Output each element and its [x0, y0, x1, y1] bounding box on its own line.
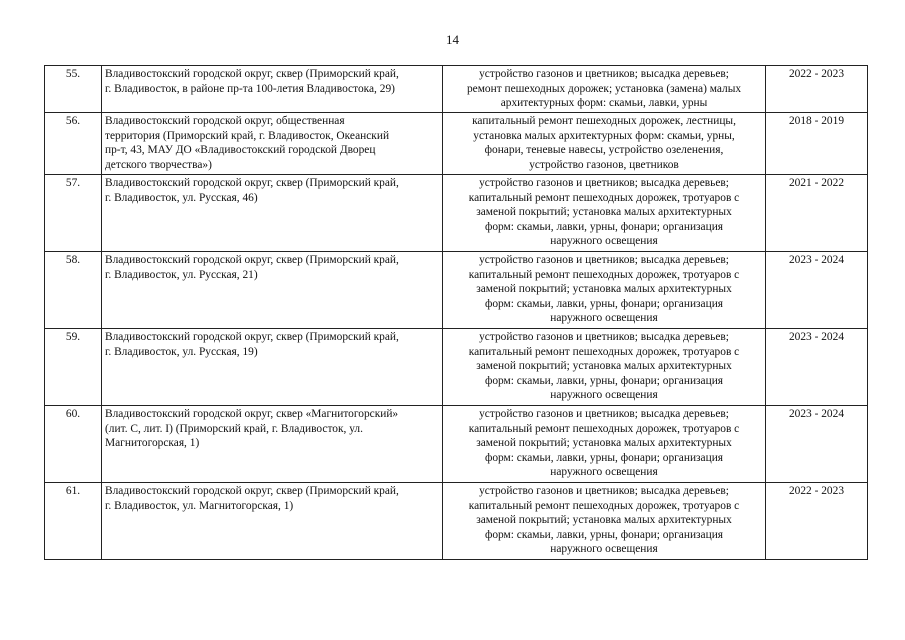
- works-line: форм: скамьи, лавки, урны, фонари; организация: [484, 297, 724, 310]
- works-line: капитальный ремонт пешеходных дорожек, тротуаров с: [468, 345, 740, 358]
- works-line: устройство газонов и цветников; высадка деревьев;: [479, 408, 729, 420]
- registry-table: [44, 65, 868, 560]
- period-cell: 2023 - 2024: [766, 329, 868, 406]
- table-row: [45, 66, 868, 113]
- works-line: наружного освещения: [550, 466, 658, 478]
- period-cell: 2022 - 2023: [766, 483, 868, 560]
- object-line: Владивостокский городской округ, сквер (Приморский край,: [105, 254, 399, 266]
- object-cell: [102, 329, 443, 406]
- works-line: капитальный ремонт пешеходных дорожек, тротуаров с: [468, 268, 740, 281]
- object-line: г. Владивосток, ул. Магнитогорская, 1): [105, 499, 294, 512]
- works-line: наружного освещения: [550, 389, 658, 401]
- works-cell: [443, 329, 766, 406]
- object-line: детского творчества»): [105, 158, 212, 171]
- object-line: Владивостокский городской округ, сквер (Приморский край,: [105, 68, 399, 80]
- works-line: капитальный ремонт пешеходных дорожек, лестницы,: [472, 115, 736, 127]
- works-cell: [443, 113, 766, 175]
- row-number: 58.: [45, 252, 102, 329]
- works-line: устройство газонов и цветников; высадка деревьев;: [479, 68, 729, 80]
- object-line: Владивостокский городской округ, сквер «Магнитогорский»: [105, 408, 399, 420]
- works-line: заменой покрытий; установка малых архитектурных: [476, 206, 732, 218]
- object-line: г. Владивосток, ул. Русская, 19): [105, 345, 258, 358]
- object-line: территория (Приморский край, г. Владивосток, Океанский: [105, 129, 390, 142]
- period-cell: 2022 - 2023: [766, 66, 868, 113]
- row-number: 61.: [45, 483, 102, 560]
- works-line: наружного освещения: [550, 235, 658, 247]
- object-cell: [102, 175, 443, 252]
- table-row: [45, 329, 868, 406]
- object-line: г. Владивосток, ул. Русская, 46): [105, 191, 258, 204]
- works-line: капитальный ремонт пешеходных дорожек, тротуаров с: [468, 191, 740, 204]
- object-line: пр-т, 43, МАУ ДО «Владивостокский городской Дворец: [105, 144, 376, 156]
- works-line: заменой покрытий; установка малых архитектурных: [476, 283, 732, 295]
- table-row: [45, 406, 868, 483]
- object-line: Владивостокский городской округ, сквер (Приморский край,: [105, 485, 399, 497]
- object-line: Владивостокский городской округ, общественная: [105, 115, 345, 127]
- works-line: устройство газонов и цветников; высадка деревьев;: [479, 485, 729, 497]
- object-cell: [102, 483, 443, 560]
- row-number: 56.: [45, 113, 102, 175]
- works-cell: [443, 175, 766, 252]
- works-line: капитальный ремонт пешеходных дорожек, тротуаров с: [468, 422, 740, 435]
- works-line: устройство газонов и цветников; высадка деревьев;: [479, 177, 729, 189]
- works-line: устройство газонов и цветников; высадка деревьев;: [479, 331, 729, 343]
- table-row: [45, 113, 868, 175]
- object-cell: [102, 406, 443, 483]
- page-number: 14: [446, 32, 459, 47]
- object-line: Владивостокский городской округ, сквер (Приморский край,: [105, 331, 399, 343]
- row-number: 59.: [45, 329, 102, 406]
- works-line: ремонт пешеходных дорожек; установка (замена) малых: [466, 82, 742, 95]
- works-line: установка малых архитектурных форм: скамьи, урны,: [473, 129, 735, 142]
- works-cell: [443, 66, 766, 113]
- object-cell: [102, 252, 443, 329]
- works-line: наружного освещения: [550, 543, 658, 555]
- object-cell: [102, 113, 443, 175]
- object-line: Владивостокский городской округ, сквер (Приморский край,: [105, 177, 399, 189]
- works-line: заменой покрытий; установка малых архитектурных: [476, 360, 732, 372]
- object-line: (лит. С, лит. I) (Приморский край, г. Владивосток, ул.: [105, 422, 363, 435]
- object-line: г. Владивосток, в районе пр-та 100-летия Владивостока, 29): [105, 82, 395, 95]
- period-cell: 2023 - 2024: [766, 406, 868, 483]
- object-line: г. Владивосток, ул. Русская, 21): [105, 268, 258, 281]
- works-cell: [443, 406, 766, 483]
- works-line: форм: скамьи, лавки, урны, фонари; организация: [484, 451, 724, 464]
- row-number: 57.: [45, 175, 102, 252]
- works-line: капитальный ремонт пешеходных дорожек, тротуаров с: [468, 499, 740, 512]
- works-line: устройство газонов, цветников: [529, 158, 679, 171]
- works-line: устройство газонов и цветников; высадка деревьев;: [479, 254, 729, 266]
- period-cell: 2023 - 2024: [766, 252, 868, 329]
- works-line: заменой покрытий; установка малых архитектурных: [476, 437, 732, 449]
- period-cell: 2018 - 2019: [766, 113, 868, 175]
- works-line: заменой покрытий; установка малых архитектурных: [476, 514, 732, 526]
- works-line: форм: скамьи, лавки, урны, фонари; организация: [484, 374, 724, 387]
- works-line: форм: скамьи, лавки, урны, фонари; организация: [484, 528, 724, 541]
- works-line: архитектурных форм: скамьи, лавки, урны: [500, 97, 708, 109]
- table-row: [45, 175, 868, 252]
- row-number: 55.: [45, 66, 102, 113]
- table-row: [45, 483, 868, 560]
- works-line: форм: скамьи, лавки, урны, фонари; организация: [484, 220, 724, 233]
- table-row: [45, 252, 868, 329]
- works-line: наружного освещения: [550, 312, 658, 324]
- works-cell: [443, 483, 766, 560]
- object-cell: [102, 66, 443, 113]
- row-number: 60.: [45, 406, 102, 483]
- works-cell: [443, 252, 766, 329]
- period-cell: 2021 - 2022: [766, 175, 868, 252]
- object-line: Магнитогорская, 1): [105, 437, 200, 449]
- works-line: фонари, теневые навесы, устройство озеленения,: [484, 144, 724, 156]
